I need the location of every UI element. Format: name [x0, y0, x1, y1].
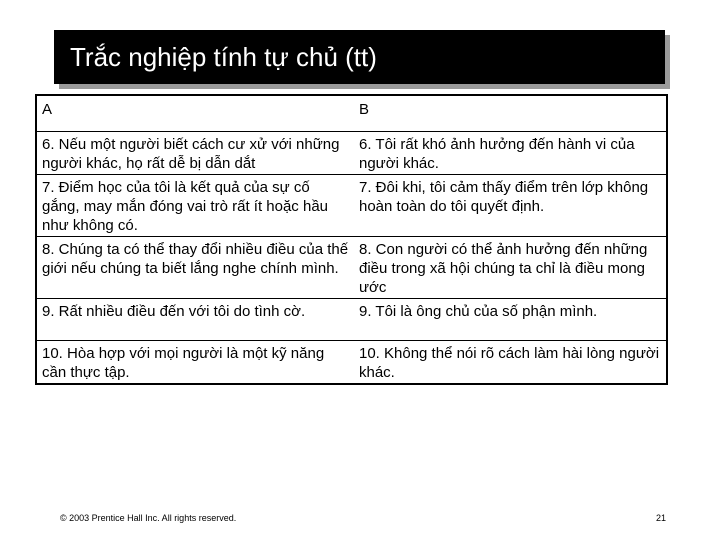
choice-table	[35, 94, 668, 385]
statement-b-8: 8. Con người có thể ảnh hưởng đến những điều trong xã hội chúng ta chỉ là điều mong ước	[354, 236, 667, 298]
table-row	[36, 340, 667, 384]
slide-title: Trắc nghiệp tính tự chủ (tt)	[70, 42, 377, 72]
table-row	[36, 174, 667, 236]
statement-a-8: 8. Chúng ta có thể thay đổi nhiều điều của thế giới nếu chúng ta biết lắng nghe chính mình.	[36, 236, 354, 298]
copyright-notice: © 2003 Prentice Hall Inc. All rights reserved.	[60, 513, 237, 523]
statement-a-6: 6. Nếu một người biết cách cư xử với những người khác, họ rất dễ bị dẫn dắt	[36, 131, 354, 174]
statement-a-9: 9. Rất nhiều điều đến với tôi do tình cờ.	[36, 298, 354, 340]
statement-a-7: 7. Điểm học của tôi là kết quả của sự cố gắng, may mắn đóng vai trò rất ít hoặc hầu như không có.	[36, 174, 354, 236]
table-row	[36, 298, 667, 340]
statement-b-10: 10. Không thể nói rõ cách làm hài lòng người khác.	[359, 344, 660, 381]
statement-b-9: 9. Tôi là ông chủ của số phận mình.	[354, 298, 667, 340]
statement-a-10: 10. Hòa hợp với mọi người là một kỹ năng cần thực tập.	[42, 344, 325, 381]
title-bar	[54, 30, 665, 84]
table-header-row	[36, 95, 667, 131]
table-row	[36, 236, 667, 298]
column-b-header: B	[354, 95, 667, 131]
page-number: 21	[655, 513, 666, 523]
statement-b-6: 6. Tôi rất khó ảnh hưởng đến hành vi của người khác.	[354, 131, 667, 174]
statement-b-7: 7. Đôi khi, tôi cảm thấy điểm trên lớp không hoàn toàn do tôi quyết định.	[354, 174, 667, 236]
column-a-header: A	[36, 95, 354, 131]
choice-table-container	[35, 94, 666, 385]
table-row	[36, 131, 667, 174]
